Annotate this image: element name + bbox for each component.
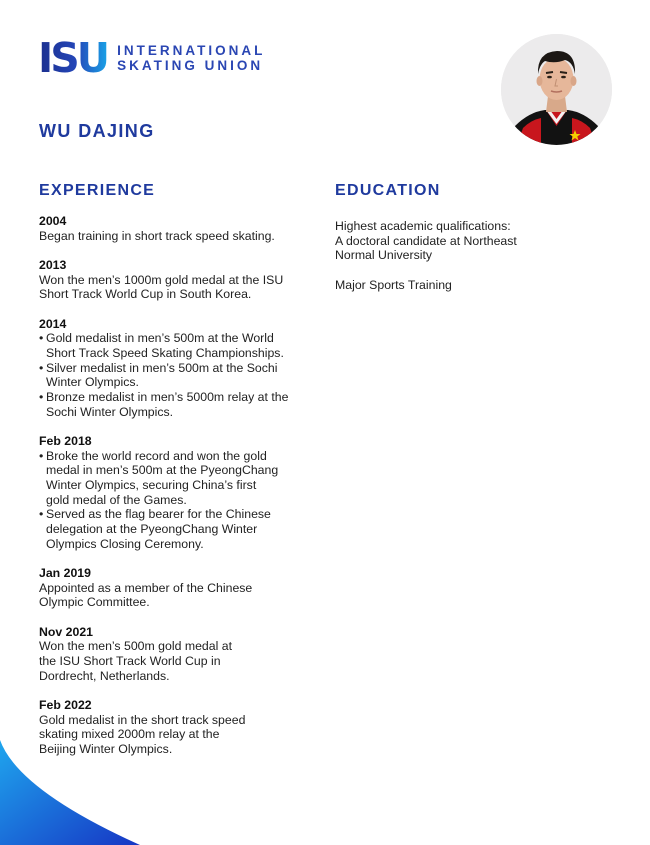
entry-description: Won the men’s 1000m gold medal at the ISU Short Track World Cup in South Korea. xyxy=(39,272,284,302)
bullet-item xyxy=(39,331,339,360)
bullet-dot: • xyxy=(39,360,44,375)
experience-entry xyxy=(39,317,339,420)
bullet-item xyxy=(39,390,339,419)
bullet-dot: • xyxy=(39,507,44,522)
entry-year: Nov 2021 xyxy=(39,624,94,639)
education-block xyxy=(335,219,595,307)
experience-entry xyxy=(39,258,339,302)
bullet-text: Broke the world record and won the gold medal in men’s 500m at the PyeongChang Winter Olympics, securing China’s first gold medal of the Games. xyxy=(46,448,279,507)
bullet-text: Silver medalist in men’s 500m at the Sochi Winter Olympics. xyxy=(46,360,278,390)
bullet-text: Bronze medalist in men’s 5000m relay at the Sochi Winter Olympics. xyxy=(46,390,289,419)
entry-description: Appointed as a member of the Chinese Olympic Committee. xyxy=(39,580,253,610)
logo-line-1: INTERNATIONAL xyxy=(117,42,266,58)
isu-logo xyxy=(38,34,266,82)
entry-year: Feb 2022 xyxy=(39,697,92,712)
logo-wordmark xyxy=(117,43,265,74)
bullet-item xyxy=(39,507,339,551)
experience-list xyxy=(39,214,339,771)
entry-year: 2014 xyxy=(39,316,67,331)
experience-entry xyxy=(39,625,339,684)
education-qualification: Highest academic qualifications: A doctoral candidate at Northeast Normal University xyxy=(335,219,517,263)
entry-description: Won the men’s 500m gold medal at the ISU Short Track World Cup in Dordrecht, Netherlands. xyxy=(39,639,232,683)
athlete-name: WU DAJING xyxy=(39,121,155,141)
bullet-text: Served as the flag bearer for the Chinese delegation at the PyeongChang Winter Olympics Closing Ceremony. xyxy=(46,507,271,551)
education-heading: EDUCATION xyxy=(335,182,441,199)
bullet-item xyxy=(39,361,339,390)
experience-heading: EXPERIENCE xyxy=(39,182,156,199)
entry-year: Feb 2018 xyxy=(39,433,92,448)
entry-description: Began training in short track speed skating. xyxy=(39,228,275,243)
experience-entry xyxy=(39,214,339,243)
entry-year: Jan 2019 xyxy=(39,566,91,581)
logo-mark: ISU xyxy=(38,34,108,82)
bullet-dot: • xyxy=(39,331,44,346)
bullet-dot: • xyxy=(39,448,44,463)
bullet-item xyxy=(39,449,339,508)
bullet-text: Gold medalist in men’s 500m at the World Short Track Speed Skating Championships. xyxy=(46,331,284,360)
portrait-illustration xyxy=(501,34,612,145)
entry-description: Gold medalist in the short track speed skating mixed 2000m relay at the Beijing Winter Olympics. xyxy=(39,712,246,757)
education-major: Major Sports Training xyxy=(335,277,452,292)
logo-line-2: SKATING UNION xyxy=(117,58,264,73)
experience-entry xyxy=(39,434,339,552)
bullet-dot: • xyxy=(39,390,44,405)
decorative-swoosh xyxy=(0,740,160,845)
athlete-portrait-avatar xyxy=(501,34,612,145)
entry-year: 2004 xyxy=(39,214,67,228)
entry-year: 2013 xyxy=(39,257,67,272)
experience-entry xyxy=(39,566,339,610)
